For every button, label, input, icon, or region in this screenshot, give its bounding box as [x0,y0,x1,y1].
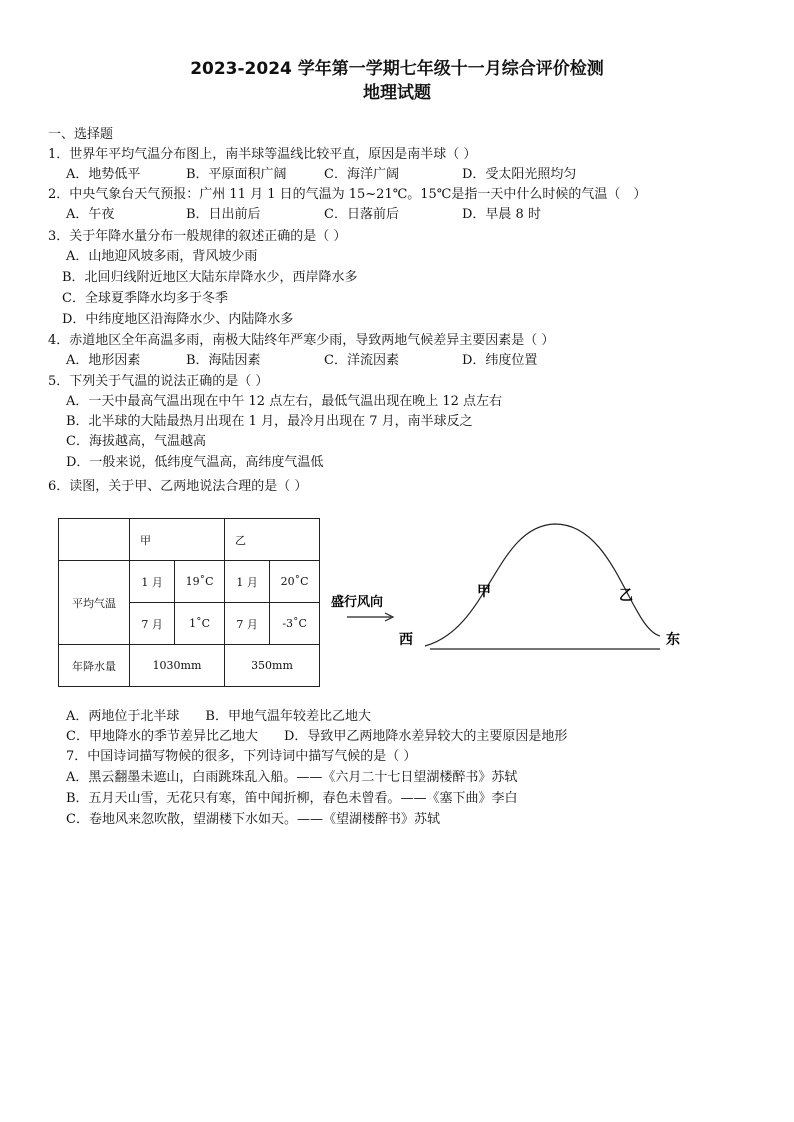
table-jia-jul-temp: 1˚C [175,603,225,645]
q7-stem: 7．中国诗词描写物候的很多，下列诗词中描写气候的是（ ） [66,749,417,764]
q7-option-b: B．五月天山雪，无花只有寒，笛中闻折柳，春色未曾看。——《塞下曲》李白 [66,791,518,806]
yi-label: 乙 [619,588,633,604]
jia-label: 甲 [477,584,491,600]
table-yi-jul-temp: -3˚C [270,603,320,645]
table-jan-yi: 1 月 [225,561,270,603]
q6-stem: 6．读图，关于甲、乙两地说法合理的是（ ） [48,479,308,494]
q4-option-d: D．纬度位置 [462,353,538,368]
q5-option-c: C．海拔越高，气温越高 [66,434,206,449]
q1-stem: 1．世界年平均气温分布图上，南半球等温线比较平直，原因是南半球（ ） [48,147,477,162]
q5-stem: 5．下列关于气温的说法正确的是（ ） [48,374,269,389]
q2-option-a: A．午夜 [66,207,115,222]
table-jia-rain: 1030mm [130,645,225,687]
table-corner [59,519,130,561]
q7-option-a: A．黑云翻墨未遮山，白雨跳珠乱入船。——《六月二十七日望湖楼醉书》苏轼 [66,770,518,785]
q6-options-ab: A．两地位于北半球 B．甲地气温年较差比乙地大 [66,709,371,724]
q5-option-a: A．一天中最高气温出现在中午 12 点左右，最低气温出现在晚上 12 点左右 [66,394,503,409]
q1-option-c: C．海洋广阔 [324,167,399,182]
q2-option-c: C．日落前后 [324,207,399,222]
q3-option-a: A．山地迎风坡多雨，背风坡少雨 [66,249,258,264]
q3-option-b: B．北回归线附近地区大陆东岸降水少，西岸降水多 [62,270,358,285]
q4-option-b: B．海陆因素 [186,353,261,368]
table-row-rain-label: 年降水量 [59,645,130,687]
table-jan-jia: 1 月 [130,561,175,603]
q4-stem: 4．赤道地区全年高温多雨，南极大陆终年严寒少雨，导致两地气候差异主要因素是（ ） [48,333,555,348]
q7-option-c: C．卷地风来忽吹散，望湖楼下水如天。——《望湖楼醉书》苏轼 [66,812,440,827]
mountain-profile [425,524,660,646]
q2-option-d: D．早晨 8 时 [462,207,541,222]
exam-title: 2023-2024 学年第一学期七年级十一月综合评价检测 [190,59,604,79]
table-yi-jan-temp: 20˚C [270,561,320,603]
table-jul-jia: 7 月 [130,603,175,645]
climate-table [58,518,320,687]
section-heading: 一、选择题 [48,127,114,142]
table-row-temp-label: 平均气温 [59,561,130,645]
q1-option-a: A．地势低平 [66,167,141,182]
q3-option-d: D．中纬度地区沿海降水少、内陆降水多 [62,312,294,327]
west-label: 西 [399,632,413,648]
table-jia-jan-temp: 19˚C [175,561,225,603]
mountain-diagram [325,518,695,658]
q2-option-b: B．日出前后 [186,207,261,222]
q5-option-b: B．北半球的大陆最热月出现在 1 月，最冷月出现在 7 月，南半球反之 [66,414,473,429]
q2-stem: 2．中央气象台天气预报：广州 11 月 1 日的气温为 15~21℃。15℃是指一天中什么时候的气温（ ） [48,187,647,202]
q5-option-d: D．一般来说，低纬度气温高，高纬度气温低 [66,455,324,470]
table-yi-rain: 350mm [225,645,320,687]
east-label: 东 [666,632,680,648]
q1-option-d: D．受太阳光照均匀 [462,167,577,182]
q3-option-c: C．全球夏季降水均多于冬季 [62,291,228,306]
q3-stem: 3．关于年降水量分布一般规律的叙述正确的是（ ） [48,229,347,244]
q4-option-c: C．洋流因素 [324,353,399,368]
exam-subtitle: 地理试题 [363,83,431,103]
wind-label: 盛行风向 [331,595,384,610]
table-header-jia: 甲 [130,519,225,561]
q1-option-b: B．平原面积广阔 [186,167,287,182]
q4-option-a: A．地形因素 [66,353,141,368]
table-jul-yi: 7 月 [225,603,270,645]
table-header-yi: 乙 [225,519,320,561]
q6-options-cd: C．甲地降水的季节差异比乙地大 D．导致甲乙两地降水差异较大的主要原因是地形 [66,729,568,744]
